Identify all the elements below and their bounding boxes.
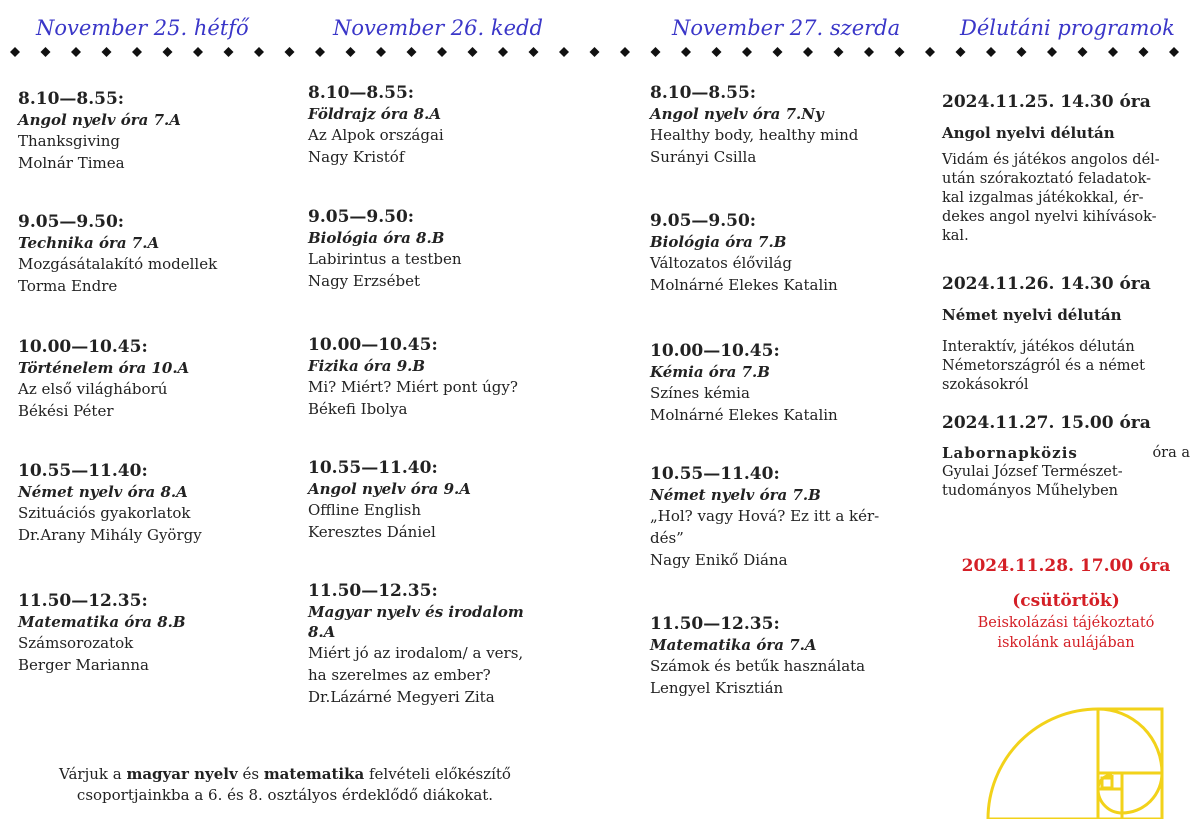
diamond-mark <box>803 47 813 57</box>
wednesday-slot <box>650 613 910 699</box>
slot-subject: Magyar nyelv és irodalom <box>308 603 524 621</box>
diamond-mark <box>407 47 417 57</box>
slot-subject: Biológia óra 7.B <box>650 233 787 251</box>
program-title: Német nyelvi délután <box>942 306 1122 324</box>
slot-time: 10.00—10.45: <box>18 337 148 357</box>
slot-topic: Az első világháború <box>18 380 168 398</box>
slot-teacher: Nagy Enikő Diána <box>650 551 788 569</box>
diamond-mark <box>1078 47 1088 57</box>
diamond-mark <box>742 47 752 57</box>
slot-topic: ha szerelmes az ember? <box>308 666 491 684</box>
slot-time: 11.50—12.35: <box>650 614 780 634</box>
slot-teacher: Torma Endre <box>18 277 118 295</box>
diamond-mark <box>224 47 234 57</box>
slot-topic: Labirintus a testben <box>308 250 462 268</box>
slot-subject: Fizika óra 9.B <box>308 357 426 375</box>
golden-spiral-logo <box>986 694 1164 819</box>
slot-teacher: Molnárné Elekes Katalin <box>650 406 838 424</box>
wednesday-slot <box>650 82 910 168</box>
diamond-mark <box>712 47 722 57</box>
slot-time: 10.00—10.45: <box>650 341 780 361</box>
slot-time: 10.00—10.45: <box>308 335 438 355</box>
slot-time: 9.05—9.50: <box>650 211 757 231</box>
monday-slot <box>18 590 278 676</box>
slot-subject: Matematika óra 7.A <box>650 636 817 654</box>
diamond-mark <box>681 47 691 57</box>
program-date: 2024.11.27. 15.00 óra <box>942 413 1151 433</box>
diamond-mark <box>285 47 295 57</box>
diamond-mark <box>163 47 173 57</box>
slot-topic: Számok és betűk használata <box>650 657 866 675</box>
event-line: iskolánk aulájában <box>997 635 1135 651</box>
slot-subject: Matematika óra 8.B <box>18 613 186 631</box>
slot-time: 10.55—11.40: <box>650 464 780 484</box>
monday-slot <box>18 336 278 422</box>
diamond-mark <box>895 47 905 57</box>
slot-subject: Történelem óra 10.A <box>18 359 190 377</box>
diamond-mark <box>132 47 142 57</box>
program-date: 2024.11.25. 14.30 óra <box>942 92 1151 112</box>
tuesday-slot <box>308 580 568 708</box>
header-afternoon: Délutáni programok <box>960 16 1175 40</box>
slot-teacher: Berger Marianna <box>18 656 149 674</box>
slot-subject: Német nyelv óra 8.A <box>18 483 188 501</box>
slot-time: 10.55—11.40: <box>308 458 438 478</box>
header-wednesday: November 27. szerda <box>672 16 901 40</box>
slot-time: 8.10—8.55: <box>650 83 757 103</box>
diamond-mark <box>590 47 600 57</box>
slot-teacher: Békési Péter <box>18 402 114 420</box>
slot-subject: Biológia óra 8.B <box>308 229 445 247</box>
diamond-mark <box>1017 47 1027 57</box>
slot-topic: Healthy body, healthy mind <box>650 126 859 144</box>
diamond-mark <box>956 47 966 57</box>
program-date: 2024.11.26. 14.30 óra <box>942 274 1151 294</box>
slot-teacher: Dr.Arany Mihály György <box>18 526 202 544</box>
slot-time: 8.10—8.55: <box>308 83 415 103</box>
diamond-mark <box>498 47 508 57</box>
diamond-mark <box>1108 47 1118 57</box>
slot-subject: Német nyelv óra 7.B <box>650 486 821 504</box>
tuesday-slot <box>308 82 568 168</box>
diamond-mark <box>193 47 203 57</box>
slot-time: 11.50—12.35: <box>18 591 148 611</box>
event-line: Beiskolázási tájékoztató <box>977 615 1155 631</box>
slot-topic: Offline English <box>308 501 422 519</box>
slot-topic: Számsorozatok <box>18 634 134 652</box>
slot-teacher: Surányi Csilla <box>650 148 757 166</box>
tuesday-slot <box>308 206 568 292</box>
program-description: Interaktív, játékos délután Németországról és a német szokásokról <box>942 339 1145 393</box>
tuesday-slot <box>308 334 568 420</box>
diamond-mark <box>834 47 844 57</box>
event-date: 2024.11.28. 17.00 óra <box>961 556 1171 576</box>
wednesday-slot <box>650 210 910 296</box>
monday-slot <box>18 211 278 297</box>
header-monday: November 25. hétfő <box>36 16 249 40</box>
monday-slot <box>18 460 278 546</box>
diamond-mark <box>773 47 783 57</box>
slot-time: 11.50—12.35: <box>308 581 438 601</box>
slot-topic: Az Alpok országai <box>308 126 444 144</box>
slot-topic: Színes kémia <box>650 384 750 402</box>
diamond-mark <box>1169 47 1179 57</box>
slot-teacher: Lengyel Krisztián <box>650 679 784 697</box>
slot-topic: Mozgásátalakító modellek <box>18 255 218 273</box>
diamond-mark <box>346 47 356 57</box>
diamond-mark <box>559 47 569 57</box>
program-description: Labornapközis óra a Gyulai József Természet- tudományos Műhelyben <box>942 444 1190 499</box>
slot-teacher: Molnár Timea <box>18 154 125 172</box>
diamond-mark <box>1139 47 1149 57</box>
slot-subject: Angol nyelv óra 9.A <box>308 480 471 498</box>
slot-time: 9.05—9.50: <box>308 207 415 227</box>
footer-note: Várjuk a magyar nyelv és matematika felvételi előkészítő csoportjainkba a 6. és 8. osztályos érdeklődő diákokat. <box>59 765 511 804</box>
diamond-mark <box>41 47 51 57</box>
diamond-mark <box>10 47 20 57</box>
slot-topic: „Hol? vagy Hová? Ez itt a kér- <box>650 507 880 525</box>
diamond-mark <box>529 47 539 57</box>
diamond-mark <box>986 47 996 57</box>
diamond-mark <box>71 47 81 57</box>
slot-topic: Mi? Miért? Miért pont úgy? <box>308 378 518 396</box>
wednesday-slot <box>650 463 910 571</box>
slot-teacher: Molnárné Elekes Katalin <box>650 276 838 294</box>
slot-time: 9.05—9.50: <box>18 212 125 232</box>
diamond-mark <box>254 47 264 57</box>
diamond-mark <box>102 47 112 57</box>
slot-subject: Földrajz óra 8.A <box>308 105 441 123</box>
slot-time: 10.55—11.40: <box>18 461 148 481</box>
diamond-mark <box>651 47 661 57</box>
monday-slot <box>18 88 278 174</box>
program-title: Angol nyelvi délután <box>942 124 1115 142</box>
slot-teacher: Dr.Lázárné Megyeri Zita <box>308 688 495 706</box>
diamond-mark <box>925 47 935 57</box>
slot-topic: Változatos élővilág <box>650 254 792 272</box>
diamond-divider <box>0 42 1200 62</box>
tuesday-slot <box>308 457 568 543</box>
event-day: (csütörtök) <box>1012 591 1120 611</box>
slot-topic: Szituációs gyakorlatok <box>18 504 191 522</box>
slot-topic: Thanksgiving <box>18 132 120 150</box>
diamond-mark <box>620 47 630 57</box>
slot-teacher: Keresztes Dániel <box>308 523 436 541</box>
diamond-mark <box>437 47 447 57</box>
diamond-mark <box>468 47 478 57</box>
diamond-mark <box>376 47 386 57</box>
slot-subject: Angol nyelv óra 7.A <box>18 111 181 129</box>
slot-topic: Miért jó az irodalom/ a vers, <box>308 644 524 662</box>
slot-topic: dés” <box>650 529 684 547</box>
slot-subject: Angol nyelv óra 7.Ny <box>650 105 824 123</box>
slot-teacher: Nagy Erzsébet <box>308 272 421 290</box>
slot-subject: Kémia óra 7.B <box>650 363 770 381</box>
program-description: Vidám és játékos angolos dél- után szórakoztató feladatok- kal izgalmas játékokkal, ér- dekes angol nyelvi kihívások- kal. <box>942 152 1160 244</box>
header-tuesday: November 26. kedd <box>333 16 543 40</box>
slot-subject: 8.A <box>308 623 336 641</box>
diamond-mark <box>1047 47 1057 57</box>
slot-subject: Technika óra 7.A <box>18 234 160 252</box>
slot-teacher: Nagy Kristóf <box>308 148 405 166</box>
diamond-mark <box>315 47 325 57</box>
wednesday-slot <box>650 340 910 426</box>
diamond-mark <box>864 47 874 57</box>
slot-time: 8.10—8.55: <box>18 89 125 109</box>
slot-teacher: Békefi Ibolya <box>308 400 408 418</box>
